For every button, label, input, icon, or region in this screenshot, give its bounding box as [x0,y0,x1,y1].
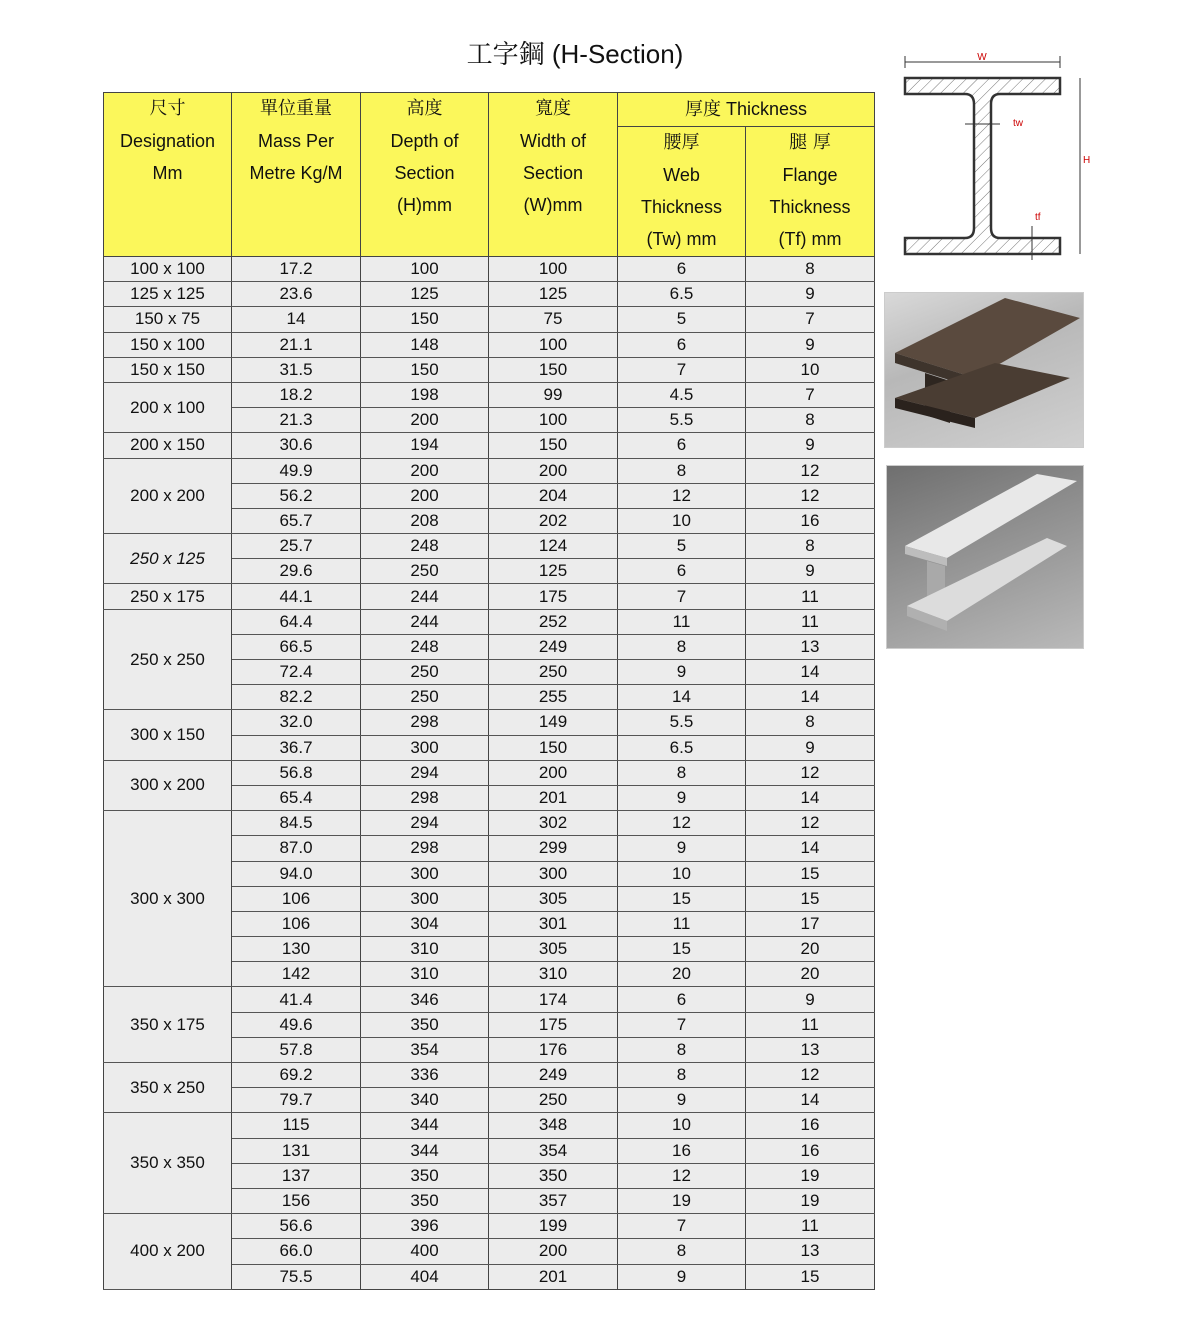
width-cell: 200 [489,458,618,483]
table-row [104,1214,875,1239]
mass-cell: 65.7 [232,508,361,533]
width-cell: 301 [489,911,618,936]
web-thickness-cell: 8 [618,458,746,483]
h-section-table [103,92,875,1290]
depth-cell: 250 [361,559,489,584]
depth-cell: 354 [361,1037,489,1062]
designation-header-en1: Designation [119,131,216,151]
web-thickness-cell: 6 [618,257,746,282]
designation-cell: 250 x 250 [104,609,232,710]
tf-label: tf [1035,212,1041,223]
designation-cell: 350 x 175 [104,987,232,1063]
mass-cell: 30.6 [232,433,361,458]
flange-thickness-cell: 20 [746,937,875,962]
depth-cell: 200 [361,408,489,433]
mass-cell: 56.2 [232,483,361,508]
table-row [104,534,875,559]
flange-thickness-cell: 9 [746,332,875,357]
designation-cell: 200 x 150 [104,433,232,458]
width-cell: 100 [489,408,618,433]
steel-beam-photo [884,292,1084,448]
flange-thickness-cell: 14 [746,1088,875,1113]
table-row [104,282,875,307]
depth-cell: 310 [361,962,489,987]
h-section-diagram [895,48,1095,268]
table-row [104,458,875,483]
mass-cell: 75.5 [232,1264,361,1289]
flange-thickness-cell: 15 [746,861,875,886]
width-cell: 354 [489,1138,618,1163]
depth-cell: 304 [361,911,489,936]
mass-cell: 66.0 [232,1239,361,1264]
table-row [104,760,875,785]
table-row [104,307,875,332]
mass-cell: 84.5 [232,811,361,836]
web-thickness-cell: 19 [618,1188,746,1213]
web-thickness-cell: 9 [618,1264,746,1289]
table-row [104,1063,875,1088]
depth-cell: 350 [361,1188,489,1213]
web-thickness-cell: 15 [618,937,746,962]
mass-cell: 82.2 [232,685,361,710]
width-header [489,93,618,257]
table-row [104,257,875,282]
web-thickness-cell: 6 [618,559,746,584]
flange-header-en1: Flange [782,165,838,185]
web-thickness-cell: 10 [618,1113,746,1138]
mass-cell: 130 [232,937,361,962]
width-cell: 199 [489,1214,618,1239]
width-header-en1: Width of [519,131,587,151]
flange-thickness-cell: 7 [746,307,875,332]
width-cell: 149 [489,710,618,735]
designation-header-en2: Mm [152,163,183,183]
mass-header-zh: 單位重量 [260,98,332,119]
flange-thickness-cell: 16 [746,1138,875,1163]
depth-header-en1: Depth of [390,131,459,151]
flange-thickness-cell: 16 [746,508,875,533]
flange-thickness-cell: 12 [746,811,875,836]
width-cell: 357 [489,1188,618,1213]
depth-cell: 250 [361,685,489,710]
mass-cell: 64.4 [232,609,361,634]
width-cell: 249 [489,634,618,659]
width-cell: 255 [489,685,618,710]
flange-thickness-cell: 9 [746,559,875,584]
table-body [104,257,875,1290]
flange-thickness-cell: 8 [746,257,875,282]
table-row [104,433,875,458]
flange-thickness-cell: 9 [746,282,875,307]
depth-header-en3: (H)mm [397,195,452,215]
thickness-header-zh: 厚度 [684,99,721,120]
web-thickness-cell: 16 [618,1138,746,1163]
depth-cell: 200 [361,483,489,508]
designation-cell: 200 x 100 [104,382,232,432]
depth-cell: 148 [361,332,489,357]
depth-header-en2: Section [394,163,455,183]
depth-cell: 125 [361,282,489,307]
depth-cell: 310 [361,937,489,962]
web-header-en3: (Tw) mm [646,229,717,249]
width-cell: 75 [489,307,618,332]
flange-thickness-cell: 9 [746,735,875,760]
table-row [104,332,875,357]
mass-cell: 65.4 [232,785,361,810]
mass-cell: 44.1 [232,584,361,609]
designation-cell: 125 x 125 [104,282,232,307]
web-thickness-cell: 15 [618,886,746,911]
flange-thickness-cell: 12 [746,760,875,785]
web-thickness-cell: 8 [618,634,746,659]
web-thickness-cell: 20 [618,962,746,987]
width-cell: 176 [489,1037,618,1062]
web-thickness-cell: 4.5 [618,382,746,407]
flange-header-en3: (Tf) mm [778,229,842,249]
table-row [104,811,875,836]
flange-thickness-cell: 17 [746,911,875,936]
mass-cell: 106 [232,911,361,936]
depth-cell: 300 [361,886,489,911]
mass-cell: 49.9 [232,458,361,483]
flange-thickness-cell: 14 [746,685,875,710]
web-thickness-cell: 5.5 [618,408,746,433]
mass-header-en2: Metre Kg/M [249,163,343,183]
width-cell: 350 [489,1163,618,1188]
depth-cell: 344 [361,1138,489,1163]
mass-cell: 56.8 [232,760,361,785]
flange-thickness-cell: 15 [746,886,875,911]
depth-cell: 198 [361,382,489,407]
width-cell: 348 [489,1113,618,1138]
mass-cell: 106 [232,886,361,911]
web-header-en1: Web [663,165,700,185]
depth-cell: 250 [361,660,489,685]
width-header-en3: (W)mm [523,195,583,215]
width-cell: 250 [489,660,618,685]
mass-cell: 21.3 [232,408,361,433]
flange-thickness-cell: 11 [746,584,875,609]
designation-cell: 200 x 200 [104,458,232,534]
web-thickness-cell: 10 [618,861,746,886]
thickness-header [618,93,875,127]
depth-cell: 344 [361,1113,489,1138]
width-cell: 200 [489,1239,618,1264]
width-cell: 150 [489,735,618,760]
designation-cell: 250 x 175 [104,584,232,609]
web-thickness-cell: 9 [618,1088,746,1113]
h-beam-profile [905,78,1060,254]
width-cell: 249 [489,1063,618,1088]
table-row [104,382,875,407]
web-thickness-cell: 11 [618,911,746,936]
depth-cell: 400 [361,1239,489,1264]
width-cell: 300 [489,861,618,886]
flange-thickness-cell: 15 [746,1264,875,1289]
depth-cell: 298 [361,785,489,810]
flange-thickness-header [746,127,875,257]
table-row [104,987,875,1012]
designation-header-zh: 尺寸 [149,98,186,119]
table-row [104,710,875,735]
web-thickness-cell: 7 [618,1214,746,1239]
width-cell: 100 [489,332,618,357]
mass-cell: 69.2 [232,1063,361,1088]
web-thickness-cell: 12 [618,811,746,836]
flange-thickness-cell: 11 [746,1012,875,1037]
flange-thickness-cell: 19 [746,1163,875,1188]
flange-thickness-cell: 11 [746,609,875,634]
mass-cell: 49.6 [232,1012,361,1037]
depth-cell: 294 [361,760,489,785]
table-row [104,357,875,382]
web-thickness-cell: 8 [618,1037,746,1062]
aluminium-beam-photo [886,465,1084,649]
table-row [104,1113,875,1138]
depth-cell: 294 [361,811,489,836]
width-cell: 299 [489,836,618,861]
width-cell: 125 [489,559,618,584]
mass-cell: 79.7 [232,1088,361,1113]
designation-cell: 300 x 200 [104,760,232,810]
flange-header-en2: Thickness [769,197,851,217]
depth-cell: 346 [361,987,489,1012]
depth-cell: 404 [361,1264,489,1289]
depth-cell: 298 [361,836,489,861]
mass-cell: 156 [232,1188,361,1213]
mass-cell: 94.0 [232,861,361,886]
mass-cell: 41.4 [232,987,361,1012]
mass-cell: 14 [232,307,361,332]
flange-thickness-cell: 8 [746,534,875,559]
width-cell: 201 [489,1264,618,1289]
mass-cell: 17.2 [232,257,361,282]
web-thickness-cell: 10 [618,508,746,533]
mass-cell: 137 [232,1163,361,1188]
width-cell: 305 [489,937,618,962]
mass-cell: 21.1 [232,332,361,357]
flange-thickness-cell: 8 [746,408,875,433]
flange-thickness-cell: 9 [746,433,875,458]
page-title: 工字鋼 (H-Section) [466,39,684,69]
mass-cell: 25.7 [232,534,361,559]
width-cell: 175 [489,1012,618,1037]
width-cell: 202 [489,508,618,533]
mass-cell: 31.5 [232,357,361,382]
designation-cell: 350 x 250 [104,1063,232,1113]
web-thickness-cell: 12 [618,483,746,508]
width-cell: 99 [489,382,618,407]
width-cell: 175 [489,584,618,609]
web-header-en2: Thickness [640,197,723,217]
designation-cell: 350 x 350 [104,1113,232,1214]
mass-cell: 18.2 [232,382,361,407]
web-thickness-cell: 6 [618,987,746,1012]
mass-cell: 131 [232,1138,361,1163]
web-thickness-cell: 9 [618,785,746,810]
mass-cell: 87.0 [232,836,361,861]
flange-thickness-cell: 12 [746,1063,875,1088]
flange-thickness-cell: 12 [746,458,875,483]
web-thickness-cell: 12 [618,1163,746,1188]
width-header-en2: Section [522,163,584,183]
web-thickness-cell: 8 [618,1063,746,1088]
flange-thickness-cell: 14 [746,785,875,810]
designation-header [104,93,232,257]
designation-cell: 150 x 75 [104,307,232,332]
web-thickness-cell: 8 [618,1239,746,1264]
flange-thickness-cell: 13 [746,634,875,659]
table-row [104,609,875,634]
flange-header-zh: 腿 厚 [789,132,831,153]
width-cell: 302 [489,811,618,836]
web-thickness-cell: 7 [618,357,746,382]
flange-thickness-cell: 11 [746,1214,875,1239]
web-thickness-header [618,127,746,257]
flange-thickness-cell: 14 [746,836,875,861]
mass-cell: 32.0 [232,710,361,735]
h-label: H [1083,155,1091,166]
flange-thickness-cell: 13 [746,1239,875,1264]
web-thickness-cell: 5 [618,534,746,559]
designation-cell: 150 x 100 [104,332,232,357]
mass-cell: 142 [232,962,361,987]
designation-cell: 100 x 100 [104,257,232,282]
web-thickness-cell: 6.5 [618,735,746,760]
web-thickness-cell: 6.5 [618,282,746,307]
depth-cell: 248 [361,534,489,559]
mass-cell: 57.8 [232,1037,361,1062]
width-cell: 310 [489,962,618,987]
web-thickness-cell: 8 [618,760,746,785]
tw-label: tw [1013,118,1023,129]
depth-cell: 244 [361,609,489,634]
depth-cell: 248 [361,634,489,659]
mass-cell: 72.4 [232,660,361,685]
web-thickness-cell: 6 [618,332,746,357]
depth-cell: 350 [361,1012,489,1037]
flange-thickness-cell: 19 [746,1188,875,1213]
web-thickness-cell: 7 [618,1012,746,1037]
width-cell: 174 [489,987,618,1012]
designation-cell: 300 x 300 [104,811,232,987]
depth-cell: 150 [361,357,489,382]
flange-thickness-cell: 14 [746,660,875,685]
designation-cell: 300 x 150 [104,710,232,760]
designation-cell: 150 x 150 [104,357,232,382]
depth-header-zh: 高度 [406,98,443,119]
depth-cell: 298 [361,710,489,735]
mass-header-en1: Mass Per [257,131,335,151]
width-cell: 125 [489,282,618,307]
web-thickness-cell: 11 [618,609,746,634]
depth-cell: 300 [361,735,489,760]
depth-cell: 100 [361,257,489,282]
mass-cell: 115 [232,1113,361,1138]
depth-cell: 200 [361,458,489,483]
thickness-header-en: Thickness [726,99,808,119]
mass-cell: 23.6 [232,282,361,307]
mass-cell: 36.7 [232,735,361,760]
web-thickness-cell: 14 [618,685,746,710]
width-cell: 204 [489,483,618,508]
flange-thickness-cell: 9 [746,987,875,1012]
depth-cell: 336 [361,1063,489,1088]
mass-cell: 66.5 [232,634,361,659]
flange-thickness-cell: 7 [746,382,875,407]
flange-thickness-cell: 13 [746,1037,875,1062]
flange-thickness-cell: 10 [746,357,875,382]
flange-thickness-cell: 12 [746,483,875,508]
width-cell: 150 [489,433,618,458]
web-thickness-cell: 5.5 [618,710,746,735]
web-thickness-cell: 7 [618,584,746,609]
width-cell: 252 [489,609,618,634]
depth-cell: 396 [361,1214,489,1239]
width-cell: 100 [489,257,618,282]
table-row [104,584,875,609]
width-header-zh: 寬度 [535,98,571,119]
depth-cell: 340 [361,1088,489,1113]
depth-cell: 350 [361,1163,489,1188]
web-thickness-cell: 6 [618,433,746,458]
width-cell: 305 [489,886,618,911]
depth-cell: 244 [361,584,489,609]
web-thickness-cell: 9 [618,660,746,685]
mass-cell: 29.6 [232,559,361,584]
designation-cell: 400 x 200 [104,1214,232,1290]
depth-cell: 150 [361,307,489,332]
mass-cell: 56.6 [232,1214,361,1239]
mass-header [232,93,361,257]
width-cell: 124 [489,534,618,559]
flange-thickness-cell: 8 [746,710,875,735]
flange-thickness-cell: 16 [746,1113,875,1138]
width-cell: 201 [489,785,618,810]
flange-thickness-cell: 20 [746,962,875,987]
width-cell: 200 [489,760,618,785]
depth-cell: 300 [361,861,489,886]
depth-cell: 208 [361,508,489,533]
depth-cell: 194 [361,433,489,458]
w-label: W [977,52,987,63]
width-cell: 250 [489,1088,618,1113]
width-cell: 150 [489,357,618,382]
web-thickness-cell: 9 [618,836,746,861]
designation-cell: 250 x 125 [104,534,232,584]
depth-header [361,93,489,257]
web-header-zh: 腰厚 [663,132,700,153]
web-thickness-cell: 5 [618,307,746,332]
